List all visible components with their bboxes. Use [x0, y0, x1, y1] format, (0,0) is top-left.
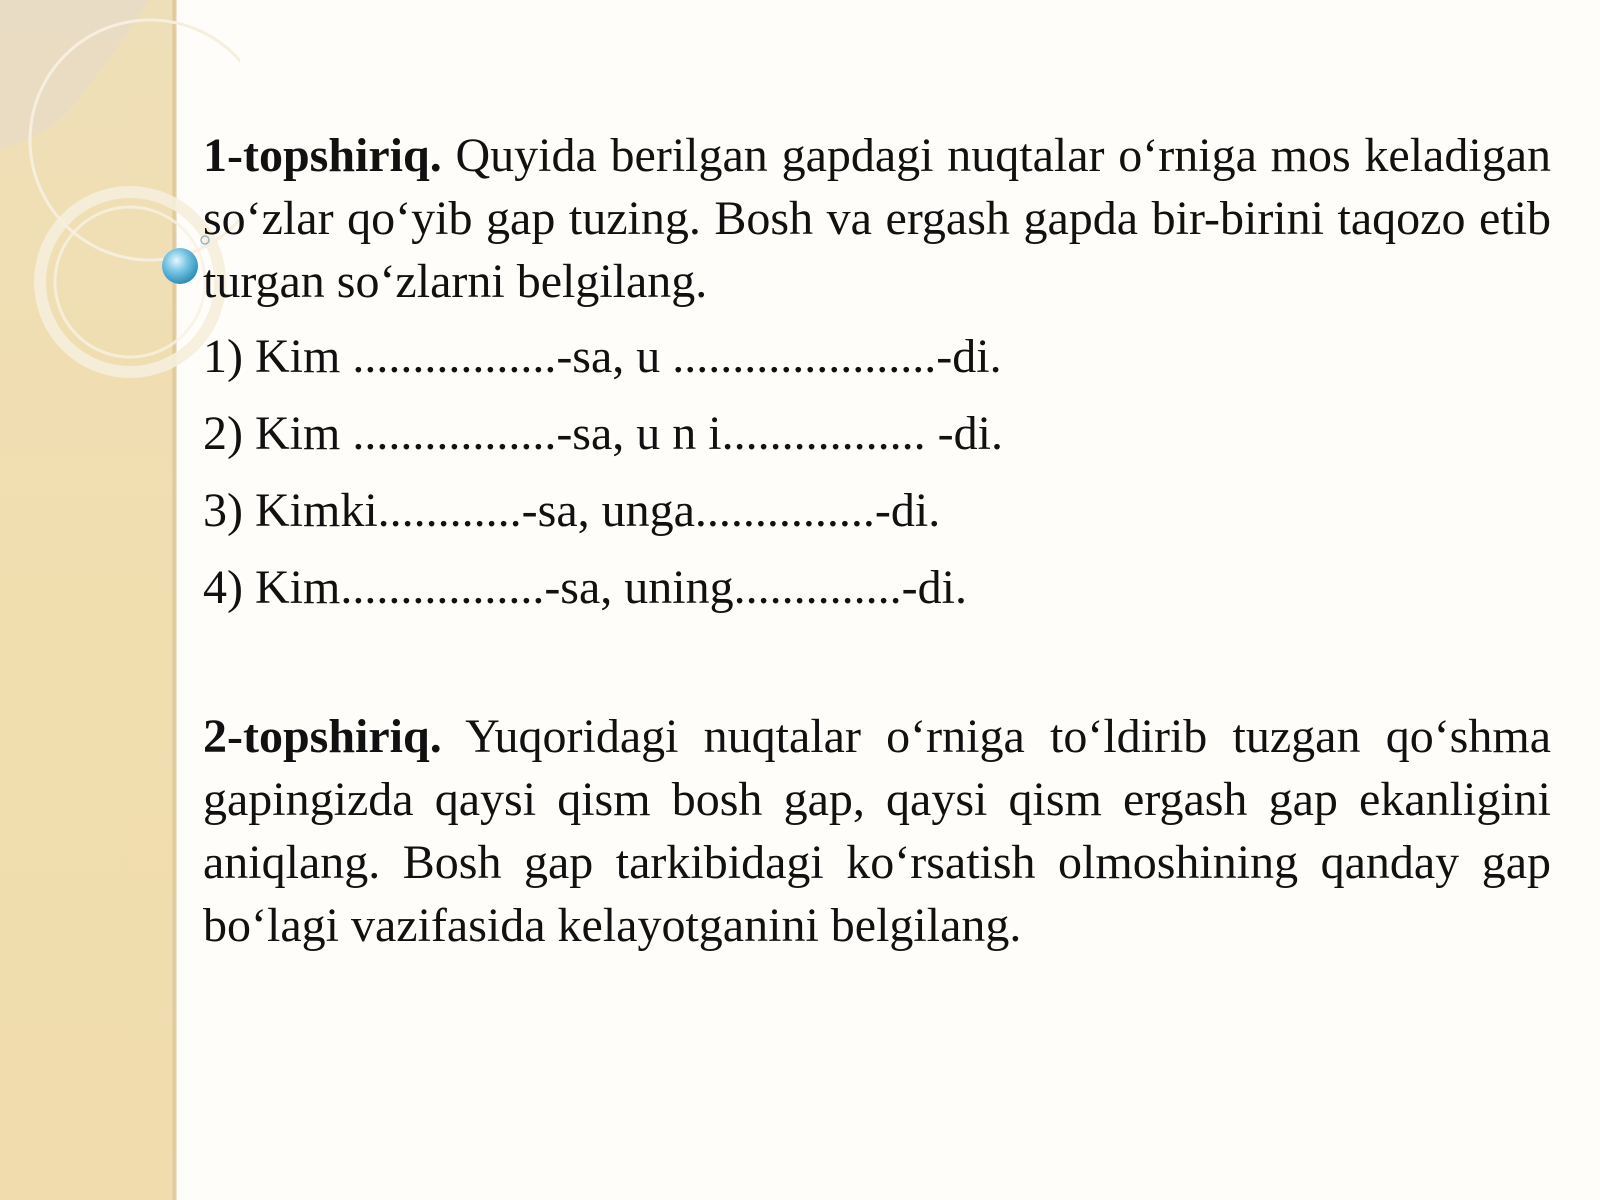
task2-paragraph — [203, 705, 1551, 957]
list-item: 2) Kim .................-sa, u n i................. -di. — [203, 407, 1003, 460]
exercise-list — [203, 325, 1551, 619]
list-item: 3) Kimki............-sa, unga...............-di. — [203, 484, 941, 537]
list-item: 4) Kim.................-sa, uning..............-di. — [203, 561, 967, 614]
blue-bead-icon — [162, 248, 198, 284]
task2-heading: 2-topshiriq. — [203, 710, 442, 763]
task1-text: Quyida berilgan gapdagi nuqtalar o‘rniga mos keladigan so‘zlar qo‘yib gap tuzing. Bosh va ergash gapda bir-birini taqozo etib turgan so‘zlarni belgilang. — [203, 129, 1552, 308]
task1-paragraph — [203, 124, 1551, 313]
task2-text: Yuqoridagi nuqtalar o‘rniga to‘ldirib tuzgan qo‘shma gapingizda qaysi qism bosh gap, qaysi qism ergash gap ekanligini aniqlang. Bosh gap tarkibidagi ko‘rsatish olmoshining qanday gap bo‘lagi vazifasida kelayotganini belgilang. — [203, 710, 1551, 952]
slide-content — [203, 124, 1551, 957]
list-item: 1) Kim .................-sa, u ......................-di. — [203, 330, 1002, 383]
task1-heading: 1-topshiriq. — [203, 129, 442, 182]
